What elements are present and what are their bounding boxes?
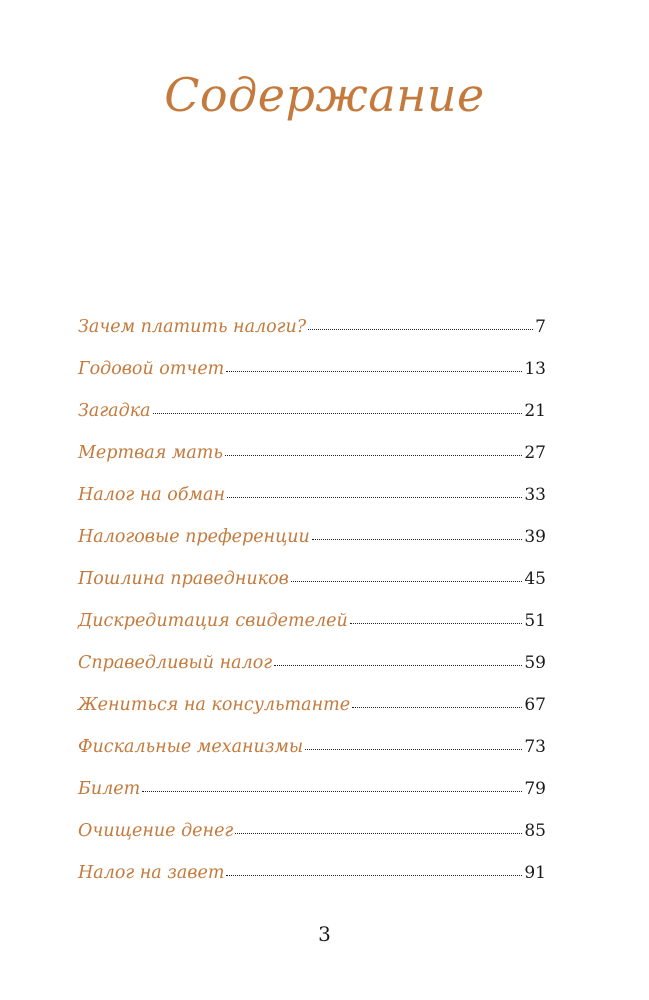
toc-entry-title: Налог на обман <box>78 485 225 505</box>
toc-entry-page: 91 <box>524 863 546 883</box>
toc-entry <box>78 390 546 432</box>
toc-entry-page: 7 <box>535 317 546 337</box>
dot-leader <box>305 749 522 750</box>
toc-entry <box>78 432 546 474</box>
toc-entry <box>78 558 546 600</box>
toc-entry-page: 85 <box>524 821 546 841</box>
toc-entry-title: Справедливый налог <box>78 653 273 673</box>
toc-entry-page: 79 <box>524 779 546 799</box>
toc-entry <box>78 726 546 768</box>
dot-leader <box>352 707 522 708</box>
toc-entry <box>78 684 546 726</box>
toc-entry <box>78 768 546 810</box>
toc-entry-page: 73 <box>524 737 546 757</box>
toc-entry-page: 39 <box>524 527 546 547</box>
toc-entry <box>78 516 546 558</box>
dot-leader <box>308 329 533 330</box>
toc-entry-page: 33 <box>524 485 546 505</box>
dot-leader <box>226 875 522 876</box>
dot-leader <box>312 539 523 540</box>
toc-entry-title: Годовой отчет <box>78 359 225 379</box>
toc-entry <box>78 306 546 348</box>
toc-entry <box>78 348 546 390</box>
dot-leader <box>274 665 522 666</box>
dot-leader <box>153 413 523 414</box>
toc-entry <box>78 600 546 642</box>
dot-leader <box>350 623 523 624</box>
toc-entry-page: 21 <box>524 401 546 421</box>
toc-entry-page: 27 <box>524 443 546 463</box>
toc-entry-title: Мертвая мать <box>78 443 223 463</box>
toc-entry <box>78 810 546 852</box>
dot-leader <box>291 581 523 582</box>
toc-entry-title: Билет <box>78 779 141 799</box>
toc-entry <box>78 852 546 894</box>
dot-leader <box>142 791 522 792</box>
toc-entry-title: Очищение денег <box>78 821 234 841</box>
toc-entry-title: Зачем платить налоги? <box>78 317 307 337</box>
toc-entry-title: Фискальные механизмы <box>78 737 304 757</box>
toc-entry-page: 51 <box>524 611 546 631</box>
page-title: Содержание <box>164 68 485 122</box>
dot-leader <box>235 833 522 834</box>
dot-leader <box>226 371 522 372</box>
toc-entry-page: 45 <box>524 569 546 589</box>
dot-leader <box>225 455 522 456</box>
toc-entry-title: Пошлина праведников <box>78 569 289 589</box>
dot-leader <box>227 497 522 498</box>
table-of-contents <box>78 306 546 894</box>
toc-entry <box>78 642 546 684</box>
toc-entry-page: 67 <box>524 695 546 715</box>
page-number: 3 <box>318 922 331 946</box>
toc-entry-title: Налог на завет <box>78 863 225 883</box>
toc-entry-title: Жениться на консультанте <box>78 695 351 715</box>
toc-entry-page: 59 <box>524 653 546 673</box>
toc-entry-title: Налоговые преференции <box>78 527 310 547</box>
toc-entry-title: Загадка <box>78 401 151 421</box>
toc-entry <box>78 474 546 516</box>
toc-entry-title: Дискредитация свидетелей <box>78 611 348 631</box>
toc-entry-page: 13 <box>524 359 546 379</box>
